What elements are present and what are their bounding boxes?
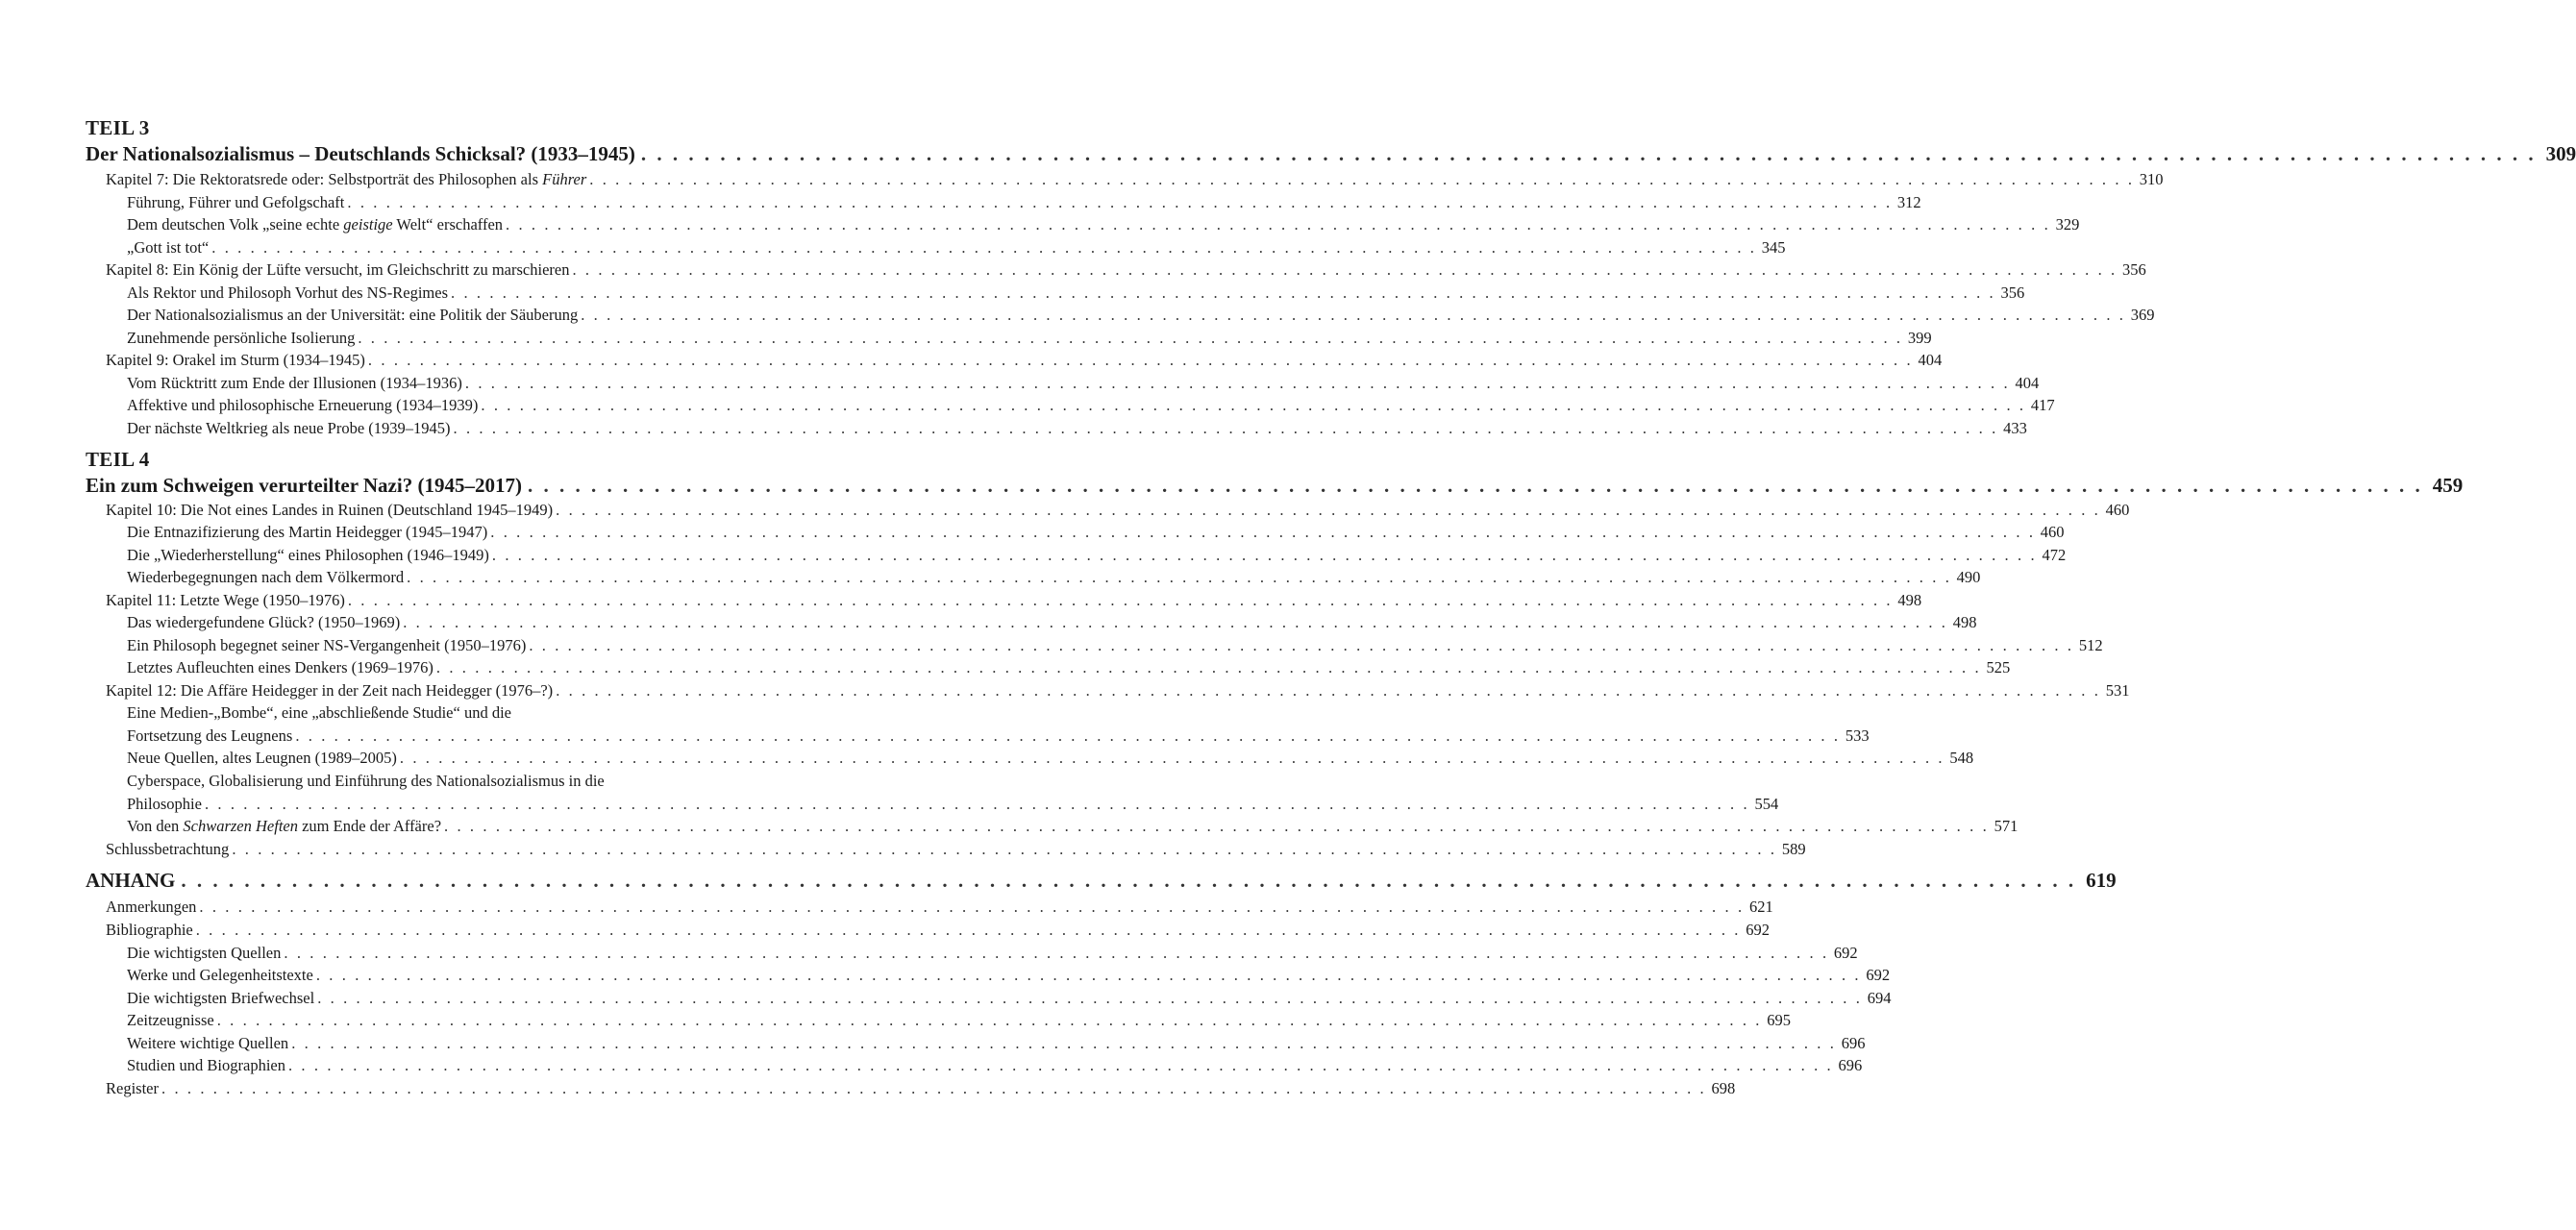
section-entry[interactable] (0, 793, 1779, 816)
dot-leader: . . . . . . . . . . . . . . . . . . . . . . . . . . . . . . . . . . . . . . . . . . . . . . . . . . . . . . . . . . . . . . . . . . . . . . . . . . . . . . . . . . . . . . . . . . . . . . . . . . . . . . . . . . . . . . . . . . . . . . . . (367, 351, 1914, 369)
chapter-entry[interactable] (0, 258, 2146, 282)
section-text: „Gott ist tot“ (127, 238, 210, 257)
section-text: Zunehmende persönliche Isolierung (127, 329, 356, 347)
page-number: 309 (2545, 142, 2576, 165)
dot-leader: . . . . . . . . . . . . . . . . . . . . . . . . . . . . . . . . . . . . . . . . . . . . . . . . . . . . . . . . . . . . . . . . . . . . . . . . . . . . . . . . . . . . . . . . . . . . . . . . . . . . . . . . . . . . . . . . . . . . . . . . (161, 1079, 1707, 1097)
page-number: 356 (2000, 283, 2025, 302)
page-number: 698 (1711, 1079, 1736, 1097)
chapter-entry[interactable] (0, 499, 2130, 522)
section-text: Cyberspace, Globalisierung und Einführung des Nationalsozialismus in die (127, 772, 605, 790)
page-number: 548 (1949, 749, 1974, 767)
page-number: 399 (1907, 329, 1932, 347)
page-number: 554 (1754, 795, 1779, 813)
page-number: 619 (2086, 869, 2117, 892)
dot-leader: . . . . . . . . . . . . . . . . . . . . . . . . . . . . . . . . . . . . . . . . . . . . . . . . . . . . . . . . . . . . . . . . . . . . . . . . . . . . . . . . . . . . . . . . . . . . . . . . . . . . . . . . . . . . . . . . . . . . . . . . (464, 374, 2011, 392)
dot-leader: . . . . . . . . . . . . . . . . . . . . . . . . . . . . . . . . . . . . . . . . . . . . . . . . . . . . . . . . . . . . . . . . . . . . . . . . . . . . . . . . . . . . . . . . . . . . . . . . . . . . . . . . . . . . . . . . . . . . . . . . (491, 546, 2038, 564)
section-text: Fortsetzung des Leugnens (127, 726, 293, 745)
dot-leader: . . . . . . . . . . . . . . . . . . . . . . . . . . . . . . . . . . . . . . . . . . . . . . . . . . . . . . . . . . . . . . . . . . . . . . . . . . . . . . . . . . . . . . . . . . . . . . . . . . . . . . . . . . . . . . . . . . . . . . . . (284, 944, 1829, 962)
page-number: 692 (1746, 921, 1771, 939)
page-number: 533 (1845, 726, 1870, 745)
dot-leader: . . . . . . . . . . . . . . . . . . . . . . . . . . . . . . . . . . . . . . . . . . . . . . . . . . . . . . . . . . . . . . . . . . . . . . . . . . . . . . . . . . . . . . . . . . . . . . . . . . . . . . . . . . . . . . . . . . . . . . . . (444, 817, 1990, 835)
page-number: 571 (1994, 817, 2019, 835)
section-entry[interactable] (0, 372, 2040, 395)
part-title[interactable] (0, 867, 2117, 894)
dot-leader: . . . . . . . . . . . . . . . . . . . . . . . . . . . . . . . . . . . . . . . . . . . . . . . . . . . . . . . . . . . . . . . . . . . . . . . . . . . . . . . . . . . . . . . . . . . . . . . . . . . . . . . . . . . . . . . . . . . . . . . . (211, 238, 1757, 257)
section-text: Affektive und philosophische Erneuerung (1934–1939) (127, 396, 479, 414)
chapter-text: Kapitel 9: Orakel im Sturm (1934–1945) (106, 351, 365, 369)
page-number: 490 (1956, 568, 1981, 586)
page-number: 433 (2003, 419, 2027, 437)
page-number: 525 (1986, 658, 2011, 676)
page-number: 404 (2015, 374, 2040, 392)
page-number: 512 (2078, 636, 2103, 654)
chapter-entry[interactable] (0, 1077, 1736, 1100)
chapter-entry[interactable] (0, 838, 1806, 861)
dot-leader: . . . . . . . . . . . . . . . . . . . . . . . . . . . . . . . . . . . . . . . . . . . . . . . . . . . . . . . . . . . . . . . . . . . . . . . . . . . . . . . . . . . . . . . . . . . . . . . . . . . . . . . . . . . . . . . . . . . . . . . . (287, 1056, 1834, 1074)
page-number: 460 (2040, 523, 2065, 541)
dot-leader: . . . . . . . . . . . . . . . . . . . . . . . . . . . . . . . . . . . . . . . . . . . . . . . . . . . . . . . . . . . . . . . . . . . . . . . . . . . . . . . . . . . . . . . . . . . . . . . . . . . . . . . . . . . . . . . . . . . . . . . . (556, 681, 2101, 700)
dot-leader: . . . . . . . . . . . . . . . . . . . . . . . . . . . . . . . . . . . . . . . . . . . . . . . . . . . . . . . . . . . . . . . . . . . . . . . . . . . . . . . . . . . . . . . . . . . . . . . . . . . . . . . . . . . . . . . . . . . . . . . . (403, 613, 1948, 631)
dot-leader: . . . . . . . . . . . . . . . . . . . . . . . . . . . . . . . . . . . . . . . . . . . . . . . . . . . . . . . . . . . . . . . . . . . . . . . . . . . . . . . . . . . . . . . . . . . . . . . . . . . . . . . . . . . . . . . . . . . . . . . . (195, 921, 1742, 939)
dot-leader: . . . . . . . . . . . . . . . . . . . . . . . . . . . . . . . . . . . . . . . . . . . . . . . . . . . . . . . . . . . . . . . . . . . . . . . . . . . . . . . . . . . . . . . . . . . . . . . . . . . . . . . . . . . . . . . . . . . . . . . . (204, 795, 1750, 813)
dot-leader: . . . . . . . . . . . . . . . . . . . . . . . . . . . . . . . . . . . . . . . . . . . . . . . . . . . . . . . . . . . . . . . . . . . . . . . . . . . . . . . . . . . . . . . . . . . . . . . . . . . . . . . . . . . . . . . . . . . . . . . . (556, 501, 2101, 519)
page-number: 589 (1781, 840, 1806, 858)
dot-leader: . . . . . . . . . . . . . . . . . . . . . . . . . . . . . . . . . . . . . . . . . . . . . . . . . . . . . . . . . . . . . . . . . . . . . . . . . . . . . . . . . . . . . . . . . . . . . . . . . . . . . . . . . . . . . . . . . . . . . . . . (295, 726, 1841, 745)
part-title-text: Ein zum Schweigen verurteilter Nazi? (1945–2017) (86, 474, 522, 497)
part-title-text: Der Nationalsozialismus – Deutschlands Schicksal? (1933–1945) (86, 142, 635, 165)
chapter-entry[interactable] (0, 589, 1922, 612)
dot-leader: . . . . . . . . . . . . . . . . . . . . . . . . . . . . . . . . . . . . . . . . . . . . . . . . . . . . . . . . . . . . . . . . . . . . . . . . . . . . . . . . . . . . . . . . . . . . . . . . . . . . . . . . . . . . . . . . . . . . . . . . (527, 474, 2423, 497)
dot-leader: . . . . . . . . . . . . . . . . . . . . . . . . . . . . . . . . . . . . . . . . . . . . . . . . . . . . . . . . . . . . . . . . . . . . . . . . . . . . . . . . . . . . . . . . . . . . . . . . . . . . . . . . . . . . . . . . . . . . . . . . (317, 989, 1863, 1007)
section-entry[interactable] (0, 394, 2055, 417)
section-entry[interactable] (0, 611, 1977, 634)
section-entry[interactable] (0, 656, 2011, 679)
chapter-text: Kapitel 11: Letzte Wege (1950–1976) (106, 591, 345, 609)
dot-leader: . . . . . . . . . . . . . . . . . . . . . . . . . . . . . . . . . . . . . . . . . . . . . . . . . . . . . . . . . . . . . . . . . . . . . . . . . . . . . . . . . . . . . . . . . . . . . . . . . . . . . . . . . . . . . . . . . . . . . . . . (506, 215, 2051, 234)
section-text: Der nächste Weltkrieg als neue Probe (1939–1945) (127, 419, 451, 437)
section-text: Philosophie (127, 795, 202, 813)
section-text: Studien und Biographien (127, 1056, 285, 1074)
dot-leader: . . . . . . . . . . . . . . . . . . . . . . . . . . . . . . . . . . . . . . . . . . . . . . . . . . . . . . . . . . . . . . . . . . . . . . . . . . . . . . . . . . . . . . . . . . . . . . . . . . . . . . . . . . . . . . . . . . . . . . . . (589, 170, 2135, 188)
dot-leader: . . . . . . . . . . . . . . . . . . . . . . . . . . . . . . . . . . . . . . . . . . . . . . . . . . . . . . . . . . . . . . . . . . . . . . . . . . . . . . . . . . . . . . . . . . . . . . . . . . . . . . . . . . . . . . . . . . . . . . . . (315, 966, 1862, 984)
dot-leader: . . . . . . . . . . . . . . . . . . . . . . . . . . . . . . . . . . . . . . . . . . . . . . . . . . . . . . . . . . . . . . . . . . . . . . . . . . . . . . . . . . . . . . . . . . . . . . . . . . . . . . . . . . . . . . . . . . . . . . . . (291, 1034, 1837, 1052)
dot-leader: . . . . . . . . . . . . . . . . . . . . . . . . . . . . . . . . . . . . . . . . . . . . . . . . . . . . . . . . . . . . . . . . . . . . . . . . . . . . . . . . . . . . . . . . . . . . . . . . . . . . . . . . . . . . . . . . . . . . . . . . (490, 523, 2036, 541)
dot-leader: . . . . . . . . . . . . . . . . . . . . . . . . . . . . . . . . . . . . . . . . . . . . . . . . . . . . . . . . . . . . . . . . . . . . . . . . . . . . . . . . . . . . . . . . . . . . . . . . . . . . . . . . . . . . . . . . . . . . . . . . (358, 329, 1903, 347)
part-label: TEIL 4 (86, 448, 150, 471)
dot-leader: . . . . . . . . . . . . . . . . . . . . . . . . . . . . . . . . . . . . . . . . . . . . . . . . . . . . . . . . . . . . . . . . . . . . . . . . . . . . . . . . . . . . . . . . . . . . . . . . . . . . . . . . . . . . . . . . . . . . . . . . (232, 840, 1777, 858)
page-number: 459 (2432, 474, 2464, 497)
section-entry[interactable] (0, 1054, 1863, 1077)
page-number: 692 (1866, 966, 1891, 984)
section-text: Zeitzeugnisse (127, 1011, 214, 1029)
section-text: Die Entnazifizierung des Martin Heidegger (1945–1947) (127, 523, 488, 541)
page-number: 356 (2122, 260, 2146, 279)
section-entry[interactable] (0, 725, 1870, 748)
section-text: Führung, Führer und Gefolgschaft (127, 193, 345, 211)
chapter-text: Kapitel 7: Die Rektoratsrede oder: Selbstporträt des Philosophen als Führer (106, 170, 587, 188)
page-number: 531 (2105, 681, 2130, 700)
section-text: Als Rektor und Philosoph Vorhut des NS-Regimes (127, 283, 448, 302)
section-text: Wiederbegegnungen nach dem Völkermord (127, 568, 405, 586)
section-text: Von den Schwarzen Heften zum Ende der Affäre? (127, 817, 442, 835)
section-entry[interactable] (0, 815, 2019, 838)
section-text: Ein Philosoph begegnet seiner NS-Vergangenheit (1950–1976) (127, 636, 527, 654)
chapter-text: Bibliographie (106, 921, 193, 939)
section-entry[interactable] (0, 304, 2155, 327)
section-entry[interactable] (0, 942, 1858, 965)
dot-leader: . . . . . . . . . . . . . . . . . . . . . . . . . . . . . . . . . . . . . . . . . . . . . . . . . . . . . . . . . . . . . . . . . . . . . . . . . . . . . . . . . . . . . . . . . . . . . . . . . . . . . . . . . . . . . . . . . . . . . . . . (399, 749, 1945, 767)
dot-leader: . . . . . . . . . . . . . . . . . . . . . . . . . . . . . . . . . . . . . . . . . . . . . . . . . . . . . . . . . . . . . . . . . . . . . . . . . . . . . . . . . . . . . . . . . . . . . . . . . . . . . . . . . . . . . . . . . . . . . . . . (640, 142, 2537, 165)
dot-leader: . . . . . . . . . . . . . . . . . . . . . . . . . . . . . . . . . . . . . . . . . . . . . . . . . . . . . . . . . . . . . . . . . . . . . . . . . . . . . . . . . . . . . . . . . . . . . . . . . . . . . . . . . . . . . . . . . . . . . . . . (347, 193, 1893, 211)
section-text: Die wichtigsten Quellen (127, 944, 282, 962)
section-entry[interactable] (0, 634, 2103, 657)
page-number: 696 (1841, 1034, 1866, 1052)
page-number: 404 (1918, 351, 1943, 369)
page-number: 621 (1748, 898, 1773, 916)
section-entry[interactable] (0, 1009, 1791, 1032)
dot-leader: . . . . . . . . . . . . . . . . . . . . . . . . . . . . . . . . . . . . . . . . . . . . . . . . . . . . . . . . . . . . . . . . . . . . . . . . . . . . . . . . . . . . . . . . . . . . . . . . . . . . . . . . . . . . . . . . . . . . . . . . (581, 306, 2126, 324)
section-entry[interactable] (0, 282, 2025, 305)
section-entry[interactable] (0, 747, 1974, 770)
part-title[interactable] (0, 472, 2464, 499)
section-entry[interactable] (0, 191, 1921, 214)
chapter-text: Schlussbetrachtung (106, 840, 230, 858)
dot-leader: . . . . . . . . . . . . . . . . . . . . . . . . . . . . . . . . . . . . . . . . . . . . . . . . . . . . . . . . . . . . . . . . . . . . . . . . . . . . . . . . . . . . . . . . . . . . . . . . . . . . . . . . . . . . . . . . . . . . . . . . (529, 636, 2074, 654)
chapter-entry[interactable] (0, 349, 1943, 372)
section-entry[interactable] (0, 417, 2027, 440)
chapter-entry[interactable] (0, 679, 2130, 702)
section-entry[interactable] (0, 1032, 1866, 1055)
chapter-entry[interactable] (0, 168, 2164, 191)
page-number: 498 (1897, 591, 1922, 609)
chapter-text: Anmerkungen (106, 898, 197, 916)
dot-leader: . . . . . . . . . . . . . . . . . . . . . . . . . . . . . . . . . . . . . . . . . . . . . . . . . . . . . . . . . . . . . . . . . . . . . . . . . . . . . . . . . . . . . . . . . . . . . . . . . . . . . . . . . . . . . . . . . . . . . . . . (199, 898, 1745, 916)
section-entry[interactable] (0, 236, 1786, 259)
section-entry[interactable] (0, 327, 1932, 350)
dot-leader: . . . . . . . . . . . . . . . . . . . . . . . . . . . . . . . . . . . . . . . . . . . . . . . . . . . . . . . . . . . . . . . . . . . . . . . . . . . . . . . . . . . . . . . . . . . . . . . . . . . . . . . . . . . . . . . . . . . . . . . . (481, 396, 2026, 414)
section-entry-line[interactable] (0, 701, 811, 725)
section-text: Das wiedergefundene Glück? (1950–1969) (127, 613, 401, 631)
part-label: TEIL 3 (86, 116, 150, 139)
page-number: 417 (2030, 396, 2055, 414)
dot-leader: . . . . . . . . . . . . . . . . . . . . . . . . . . . . . . . . . . . . . . . . . . . . . . . . . . . . . . . . . . . . . . . . . . . . . . . . . . . . . . . . . . . . . . . . . . . . . . . . . . . . . . . . . . . . . . . . . . . . . . . . (347, 591, 1894, 609)
chapter-text: Kapitel 10: Die Not eines Landes in Ruinen (Deutschland 1945–1949) (106, 501, 554, 519)
section-entry[interactable] (0, 213, 2080, 236)
section-text: Der Nationalsozialismus an der Universität: eine Politik der Säuberung (127, 306, 579, 324)
section-text: Vom Rücktritt zum Ende der Illusionen (1934–1936) (127, 374, 462, 392)
dot-leader: . . . . . . . . . . . . . . . . . . . . . . . . . . . . . . . . . . . . . . . . . . . . . . . . . . . . . . . . . . . . . . . . . . . . . . . . . . . . . . . . . . . . . . . . . . . . . . . . . . . . . . . . . . . . . . . . . . . . . . . . (216, 1011, 1762, 1029)
page-number: 472 (2042, 546, 2067, 564)
chapter-text: Register (106, 1079, 159, 1097)
page-number: 696 (1838, 1056, 1863, 1074)
part-title-text: ANHANG (86, 869, 176, 892)
page-number: 460 (2105, 501, 2130, 519)
chapter-text: Kapitel 12: Die Affäre Heidegger in der Zeit nach Heidegger (1976–?) (106, 681, 554, 700)
chapter-entry[interactable] (0, 896, 1773, 919)
section-entry[interactable] (0, 987, 1892, 1010)
page-number: 694 (1867, 989, 1892, 1007)
part-title[interactable] (0, 140, 2576, 167)
dot-leader: . . . . . . . . . . . . . . . . . . . . . . . . . . . . . . . . . . . . . . . . . . . . . . . . . . . . . . . . . . . . . . . . . . . . . . . . . . . . . . . . . . . . . . . . . . . . . . . . . . . . . . . . . . . . . . . . . . . . . . . . (181, 869, 2077, 892)
section-entry-line[interactable] (0, 770, 811, 793)
chapter-text: Kapitel 8: Ein König der Lüfte versucht, im Gleichschritt zu marschieren (106, 260, 570, 279)
page-number: 692 (1833, 944, 1858, 962)
page-number: 498 (1952, 613, 1977, 631)
section-text: Weitere wichtige Quellen (127, 1034, 289, 1052)
section-text: Eine Medien-„Bombe“, eine „abschließende Studie“ und die (127, 703, 511, 722)
section-entry[interactable] (0, 521, 2065, 544)
page-number: 310 (2139, 170, 2164, 188)
page-number: 329 (2055, 215, 2080, 234)
page-number: 695 (1767, 1011, 1791, 1029)
section-text: Werke und Gelegenheitstexte (127, 966, 313, 984)
section-entry[interactable] (0, 964, 1891, 987)
page-number: 312 (1896, 193, 1921, 211)
dot-leader: . . . . . . . . . . . . . . . . . . . . . . . . . . . . . . . . . . . . . . . . . . . . . . . . . . . . . . . . . . . . . . . . . . . . . . . . . . . . . . . . . . . . . . . . . . . . . . . . . . . . . . . . . . . . . . . . . . . . . . . . (435, 658, 1982, 676)
section-text: Die wichtigsten Briefwechsel (127, 989, 315, 1007)
dot-leader: . . . . . . . . . . . . . . . . . . . . . . . . . . . . . . . . . . . . . . . . . . . . . . . . . . . . . . . . . . . . . . . . . . . . . . . . . . . . . . . . . . . . . . . . . . . . . . . . . . . . . . . . . . . . . . . . . . . . . . . . (453, 419, 1998, 437)
section-entry[interactable] (0, 566, 1981, 589)
dot-leader: . . . . . . . . . . . . . . . . . . . . . . . . . . . . . . . . . . . . . . . . . . . . . . . . . . . . . . . . . . . . . . . . . . . . . . . . . . . . . . . . . . . . . . . . . . . . . . . . . . . . . . . . . . . . . . . . . . . . . . . . (572, 260, 2118, 279)
page-number: 345 (1761, 238, 1786, 257)
section-text: Neue Quellen, altes Leugnen (1989–2005) (127, 749, 397, 767)
section-text: Dem deutschen Volk „seine echte geistige Welt“ erschaffen (127, 215, 504, 234)
section-text: Die „Wiederherstellung“ eines Philosophen (1946–1949) (127, 546, 489, 564)
dot-leader: . . . . . . . . . . . . . . . . . . . . . . . . . . . . . . . . . . . . . . . . . . . . . . . . . . . . . . . . . . . . . . . . . . . . . . . . . . . . . . . . . . . . . . . . . . . . . . . . . . . . . . . . . . . . . . . . . . . . . . . . (451, 283, 1996, 302)
section-entry[interactable] (0, 544, 2067, 567)
dot-leader: . . . . . . . . . . . . . . . . . . . . . . . . . . . . . . . . . . . . . . . . . . . . . . . . . . . . . . . . . . . . . . . . . . . . . . . . . . . . . . . . . . . . . . . . . . . . . . . . . . . . . . . . . . . . . . . . . . . . . . . . (407, 568, 1952, 586)
chapter-entry[interactable] (0, 919, 1771, 942)
page-number: 369 (2130, 306, 2155, 324)
section-text: Letztes Aufleuchten eines Denkers (1969–1976) (127, 658, 433, 676)
